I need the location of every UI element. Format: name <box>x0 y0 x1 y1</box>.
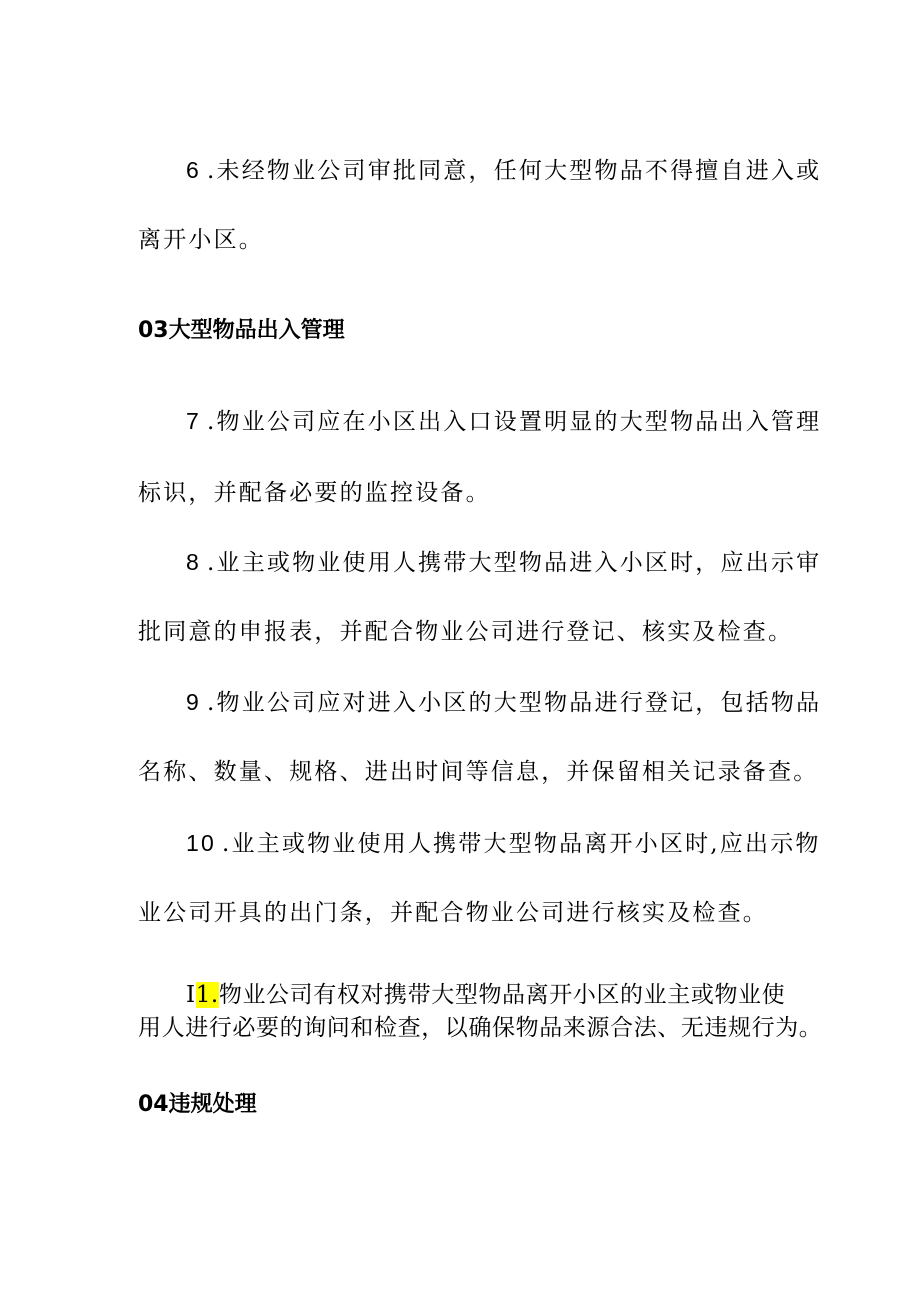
item-11-line-2: 用人进行必要的询问和检查，以确保物品来源合法、无违规行为。 <box>138 1015 823 1041</box>
item-number: 10 <box>186 830 216 856</box>
item-9-line-2: 名称、数量、规格、进出时间等信息，并保留相关记录备查。 <box>138 759 819 785</box>
item-7-line-2: 标识，并配备必要的监控设备。 <box>138 480 491 506</box>
section-heading-04: 04违规处理 <box>138 1092 257 1117</box>
item-text: 物业公司有权对携带大型物品离开小区的业主或物业使 <box>218 982 786 1008</box>
item-9-line-1 <box>186 687 821 718</box>
item-text: .业主或物业使用人携带大型物品进入小区时，应出示审 <box>207 550 822 576</box>
item-text: .物业公司应对进入小区的大型物品进行登记，包括物品 <box>207 690 822 716</box>
item-10-line-2: 业公司开具的出门条，并配合物业公司进行核实及检查。 <box>138 900 768 926</box>
section-heading-03: 03大型物品出入管理 <box>138 318 345 343</box>
item-10-line-1 <box>186 828 821 859</box>
item-number: 9 <box>186 689 201 715</box>
item-number-prefix: I <box>186 982 196 1008</box>
item-11-line-1 <box>186 980 785 1010</box>
item-text: .未经物业公司审批同意，任何大型物品不得擅自进入或 <box>207 158 822 184</box>
item-number: 7 <box>186 408 201 434</box>
item-7-line-1 <box>186 406 821 437</box>
item-6-line-1 <box>186 155 821 186</box>
item-6-line-2: 离开小区。 <box>138 227 264 253</box>
item-8-line-2: 批同意的申报表，并配合物业公司进行登记、核实及检查。 <box>138 619 794 645</box>
item-text: .业主或物业使用人携带大型物品离开小区时,应出示物 <box>221 831 821 857</box>
item-number: 8 <box>186 549 201 575</box>
item-8-line-1 <box>186 547 821 578</box>
highlighted-item-number: 1. <box>195 982 219 1008</box>
item-text: .物业公司应在小区出入口设置明显的大型物品出入管理 <box>207 409 822 435</box>
item-number: 6 <box>186 157 201 183</box>
